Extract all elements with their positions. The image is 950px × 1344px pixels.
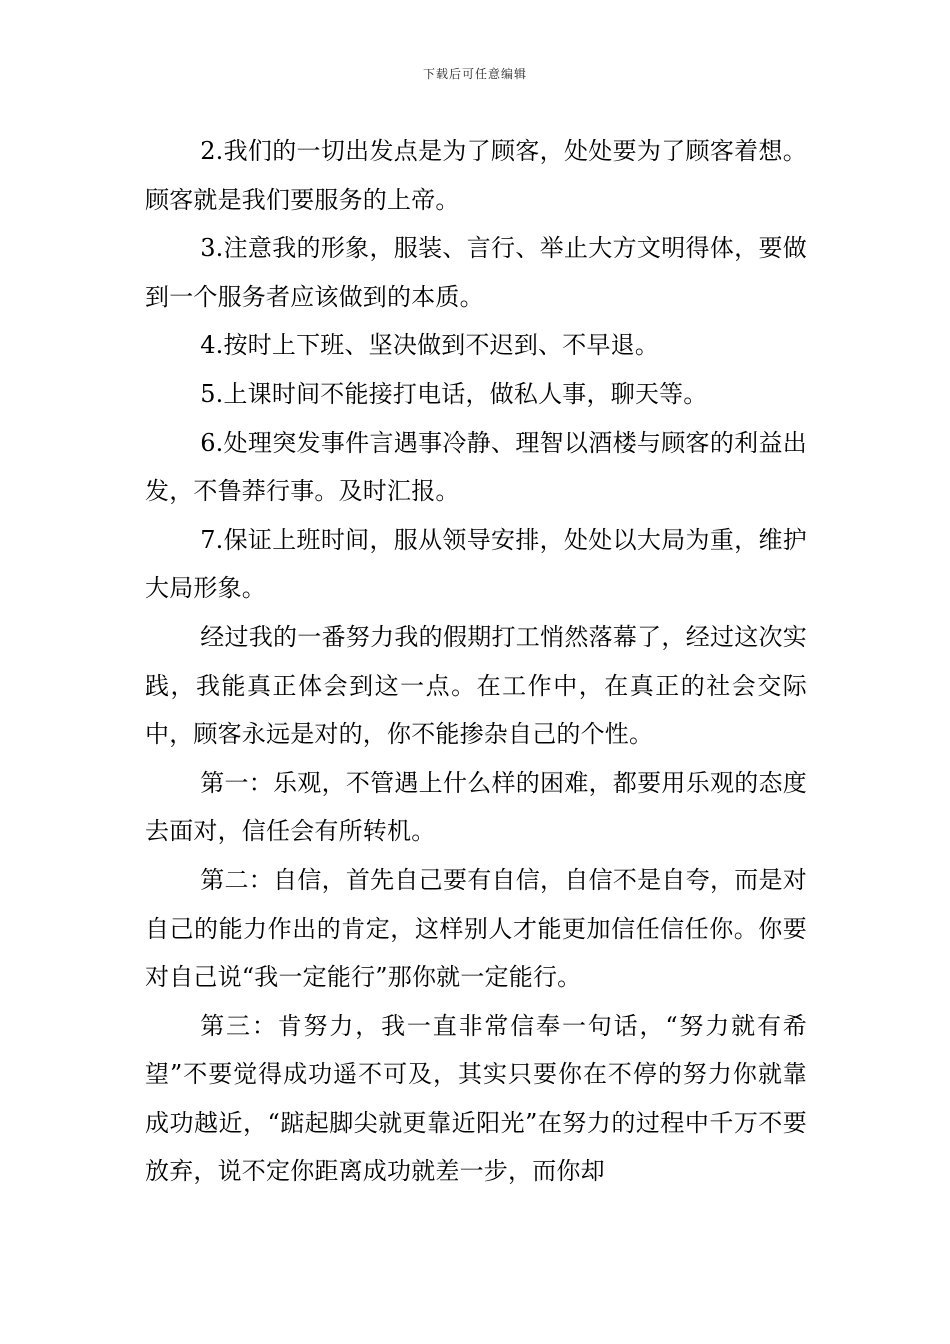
document-body bbox=[145, 127, 807, 1196]
paragraph-summary: 经过我的一番努力我的假期打工悄然落幕了，经过这次实践，我能真正体会到这一点。在工作中，在真正的社会交际中，顾客永远是对的，你不能掺杂自己的个性。 bbox=[145, 622, 807, 749]
paragraph-third-point: 第三：肯努力，我一直非常信奉一句话，“努力就有希望”不要觉得成功遥不可及，其实只要你在不停的努力你就靠成功越近，“踮起脚尖就更靠近阳光”在努力的过程中千万不要放弃，说不定你距离成功就差一步，而你却 bbox=[145, 1011, 807, 1186]
paragraph-item-4: 4.按时上下班、坚决做到不迟到、不早退。 bbox=[200, 331, 660, 360]
paragraph-item-6: 6.处理突发事件言遇事冷静、理智以酒楼与顾客的利益出发，不鲁莽行事。及时汇报。 bbox=[145, 428, 807, 506]
page-header-note: 下载后可任意编辑 bbox=[422, 67, 527, 81]
paragraph-first-point: 第一：乐观，不管遇上什么样的困难，都要用乐观的态度去面对，信任会有所转机。 bbox=[145, 768, 807, 846]
paragraph-second-point: 第二：自信，首先自己要有自信，自信不是自夸，而是对自己的能力作出的肯定，这样别人才能更加信任信任你。你要对自己说“我一定能行”那你就一定能行。 bbox=[145, 865, 807, 992]
paragraph-item-3: 3.注意我的形象，服装、言行、举止大方文明得体，要做到一个服务者应该做到的本质。 bbox=[145, 234, 807, 311]
paragraph-item-7: 7.保证上班时间，服从领导安排，处处以大局为重，维护大局形象。 bbox=[145, 525, 807, 603]
paragraph-item-2: 2.我们的一切出发点是为了顾客，处处要为了顾客着想。顾客就是我们要服务的上帝。 bbox=[145, 137, 807, 214]
paragraph-item-5: 5.上课时间不能接打电话，做私人事，聊天等。 bbox=[200, 379, 708, 408]
